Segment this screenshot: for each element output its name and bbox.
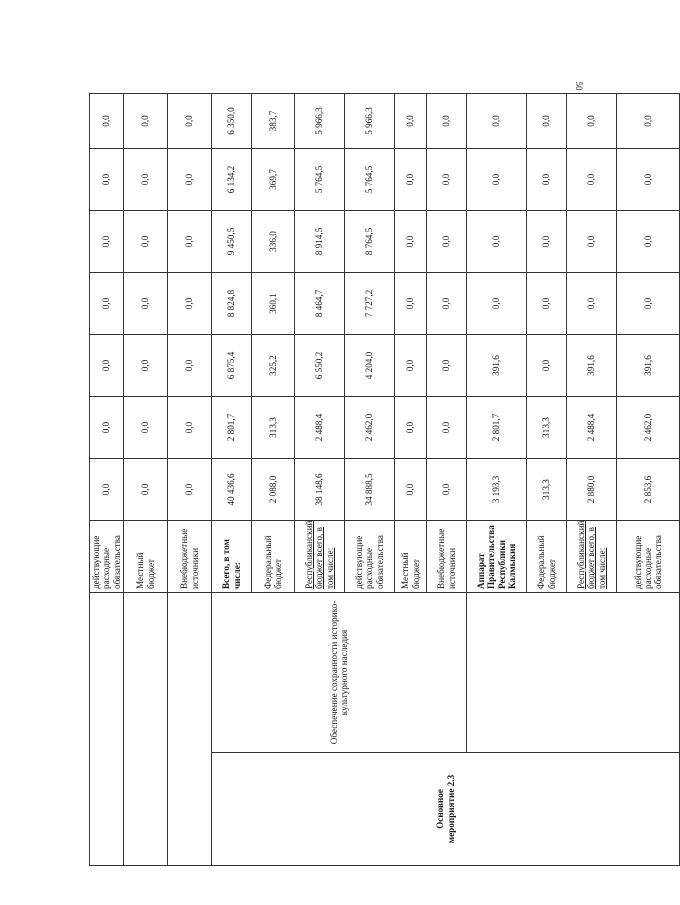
value-cell: 0,0: [395, 211, 427, 273]
page-number: 50: [574, 81, 584, 91]
row-label: Внебюджетные источники: [168, 521, 212, 593]
value-cell: 0,0: [124, 211, 168, 273]
table-row: [212, 94, 252, 866]
row-label: Федеральный бюджет: [252, 521, 295, 593]
table-row: [467, 94, 527, 866]
value-cell: 0,0: [90, 459, 124, 521]
value-cell: 0,0: [395, 335, 427, 397]
event-name-cell: Обеспечение сохранности историко-культурного наследия: [212, 593, 467, 753]
value-cell: 0,0: [168, 459, 212, 521]
value-cell: 8 824,8: [212, 273, 252, 335]
row-label: действующие расходные обязательства: [617, 521, 680, 593]
row-label: Всего, в том числе:: [212, 521, 252, 593]
value-cell: 7 727,2: [345, 273, 395, 335]
value-cell: 6 134,2: [212, 149, 252, 211]
value-cell: 0,0: [168, 149, 212, 211]
value-cell: 0,0: [395, 273, 427, 335]
value-cell: 2 880,0: [567, 459, 617, 521]
value-cell: 34 888,5: [345, 459, 395, 521]
value-cell: 336,0: [252, 211, 295, 273]
value-cell: 0,0: [395, 149, 427, 211]
value-cell: 0,0: [567, 94, 617, 149]
value-cell: 8 764,5: [345, 211, 395, 273]
value-cell: 0,0: [395, 397, 427, 459]
value-cell: 0,0: [395, 459, 427, 521]
value-cell: 0,0: [467, 94, 527, 149]
value-cell: 313,3: [527, 459, 567, 521]
table-row: [124, 94, 168, 866]
value-cell: 2 088,0: [252, 459, 295, 521]
value-cell: 0,0: [427, 273, 467, 335]
value-cell: 9 450,5: [212, 211, 252, 273]
value-cell: 391,6: [617, 335, 680, 397]
value-cell: 0,0: [124, 94, 168, 149]
value-cell: 2 801,7: [212, 397, 252, 459]
table-row: [168, 94, 212, 866]
value-cell: 0,0: [467, 211, 527, 273]
value-cell: 0,0: [124, 149, 168, 211]
value-cell: 0,0: [90, 149, 124, 211]
value-cell: 360,1: [252, 273, 295, 335]
value-cell: 0,0: [617, 149, 680, 211]
value-cell: 40 436,6: [212, 459, 252, 521]
value-cell: 5 966,3: [295, 94, 345, 149]
value-cell: 5 764,5: [295, 149, 345, 211]
value-cell: 2 462,0: [617, 397, 680, 459]
value-cell: 0,0: [168, 94, 212, 149]
row-label: действующие расходные обязательства: [345, 521, 395, 593]
value-cell: 0,0: [527, 149, 567, 211]
row-label: действующие расходные обязательства: [90, 521, 124, 593]
value-cell: 8 914,5: [295, 211, 345, 273]
value-cell: 2 801,7: [467, 397, 527, 459]
value-cell: 0,0: [617, 94, 680, 149]
value-cell: 391,6: [567, 335, 617, 397]
value-cell: 0,0: [567, 273, 617, 335]
row-label: Республиканский бюджет всего, в том числе:: [567, 521, 617, 593]
budget-table: [89, 93, 680, 866]
row-label: Местный бюджет: [124, 521, 168, 593]
value-cell: 325,2: [252, 335, 295, 397]
value-cell: 0,0: [124, 335, 168, 397]
value-cell: 5 966,3: [345, 94, 395, 149]
value-cell: 0,0: [90, 94, 124, 149]
value-cell: 369,7: [252, 149, 295, 211]
value-cell: 0,0: [124, 273, 168, 335]
row-label: Федеральный бюджет: [527, 521, 567, 593]
value-cell: 6 550,2: [295, 335, 345, 397]
value-cell: 0,0: [168, 211, 212, 273]
value-cell: 2 488,4: [567, 397, 617, 459]
row-label: Местный бюджет: [395, 521, 427, 593]
value-cell: 5 764,5: [345, 149, 395, 211]
value-cell: 0,0: [467, 273, 527, 335]
value-cell: 0,0: [427, 149, 467, 211]
value-cell: 0,0: [527, 211, 567, 273]
value-cell: 3 193,3: [467, 459, 527, 521]
value-cell: 0,0: [427, 211, 467, 273]
value-cell: 2 462,0: [345, 397, 395, 459]
table-row: [90, 94, 124, 866]
value-cell: 0,0: [527, 335, 567, 397]
row-label: Внебюджетные источники: [427, 521, 467, 593]
value-cell: 0,0: [90, 211, 124, 273]
event-title-line1: Основное: [435, 789, 446, 829]
value-cell: 313,3: [527, 397, 567, 459]
value-cell: 0,0: [427, 94, 467, 149]
value-cell: 0,0: [124, 397, 168, 459]
value-cell: 0,0: [90, 273, 124, 335]
value-cell: 0,0: [90, 335, 124, 397]
value-cell: 0,0: [168, 273, 212, 335]
value-cell: 38 148,6: [295, 459, 345, 521]
value-cell: 6 350,0: [212, 94, 252, 149]
rotated-table-container: [89, 94, 664, 866]
value-cell: 0,0: [168, 397, 212, 459]
value-cell: 4 204,0: [345, 335, 395, 397]
value-cell: 0,0: [90, 397, 124, 459]
value-cell: 0,0: [168, 335, 212, 397]
value-cell: 8 464,7: [295, 273, 345, 335]
value-cell: 0,0: [617, 273, 680, 335]
event-title-line2: мероприятие 2.3: [445, 774, 456, 844]
value-cell: 0,0: [427, 459, 467, 521]
row-label: Аппарат Правительства Республики Калмыкия: [467, 521, 527, 593]
value-cell: 0,0: [395, 94, 427, 149]
event-title-cell: [212, 753, 680, 866]
value-cell: 6 875,4: [212, 335, 252, 397]
value-cell: 2 488,4: [295, 397, 345, 459]
value-cell: 0,0: [567, 211, 617, 273]
value-cell: 391,6: [467, 335, 527, 397]
value-cell: 313,3: [252, 397, 295, 459]
value-cell: 0,0: [567, 149, 617, 211]
value-cell: 0,0: [467, 149, 527, 211]
value-cell: 0,0: [124, 459, 168, 521]
value-cell: 2 853,6: [617, 459, 680, 521]
row-label: Республиканский бюджет всего, в том числе:: [295, 521, 345, 593]
value-cell: 383,7: [252, 94, 295, 149]
value-cell: 0,0: [427, 335, 467, 397]
value-cell: 0,0: [617, 211, 680, 273]
value-cell: 0,0: [527, 273, 567, 335]
value-cell: 0,0: [527, 94, 567, 149]
value-cell: 0,0: [427, 397, 467, 459]
